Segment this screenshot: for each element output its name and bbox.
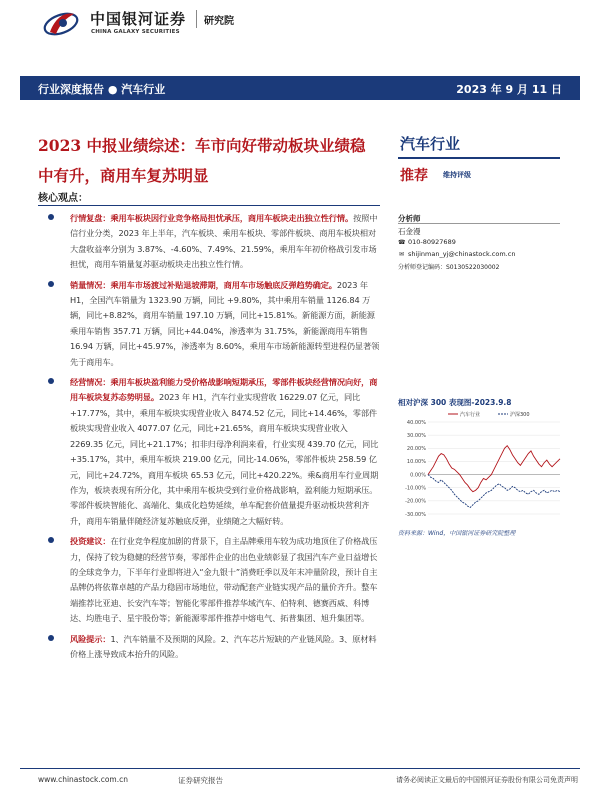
brand-unit: 研究院 [204, 16, 234, 27]
footer-label: 证券研究报告 [178, 776, 223, 785]
rating-note: 维持评级 [443, 171, 471, 179]
chart-y-tick-label: -10.00% [405, 485, 426, 492]
galaxy-logo-icon [40, 6, 82, 42]
industry-rule [398, 157, 560, 159]
brand-name-cn: 中国银河证券 [90, 10, 187, 28]
chart-series-line [428, 475, 560, 508]
report-title-line1: 2023 中报业绩综述：车市向好带动板块业绩稳 [38, 136, 366, 155]
chart-title: 相对沪深 300 表现图-2023.9.8 [398, 398, 512, 407]
phone-icon: ☎ [398, 239, 406, 246]
bullet-icon [48, 214, 54, 220]
bullet-investment [44, 531, 382, 628]
chart-legend-label: 汽车行业 [460, 412, 481, 418]
brand-name-en: CHINA GALAXY SECURITIES [91, 29, 180, 35]
bullet-icon [48, 635, 54, 641]
chart-y-tick-label: 30.00% [406, 432, 426, 439]
bullet-sales [44, 275, 382, 372]
chart-source: 资料来源：Wind，中国银河证券研究院整理 [398, 530, 516, 537]
chart-y-tick-label: 10.00% [406, 459, 426, 466]
analyst-heading: 分析师 [398, 214, 421, 223]
analyst-email-text[interactable]: shijinman_yj@chinastock.com.cn [408, 250, 516, 258]
report-header-bar [20, 76, 580, 100]
bullet-risk [44, 629, 382, 665]
analyst-rule [398, 223, 560, 224]
core-view-heading: 核心观点： [38, 193, 88, 204]
bullet-highlight: 销量情况：乘用车市场渡过补贴退坡滞期，商用车市场触底反弹趋势确定。 [70, 279, 337, 290]
bullet-highlight: 投资建议： [70, 536, 111, 547]
relative-performance-chart [398, 408, 563, 520]
chart-y-tick-label: 0.00% [410, 472, 426, 479]
bullet-icon [48, 378, 54, 384]
bullet-highlight: 经营情况：乘用车板块盈利能力受价格战影响短期承压，零部件板块经营情况向好，商用车板块复苏态势明显。 [70, 377, 378, 403]
rating: 推荐 [400, 168, 428, 184]
analyst-name: 石金漫 [398, 227, 421, 236]
bullet-text: 在行业竞争程度加剧的背景下，自主品牌乘用车较为成功地顶住了价格战压力，保持了较为稳健的经营节奏，零部件企业的出色业绩彰显了我国汽车产业日益增长的全球竞争力，下半年行业即将进入“金九银十”消费旺季以及年末冲量阶段，预计自主品牌仍将依靠卓越的产品力稳固市场地位，带动配套产业链实现产品的量价齐升。整车端推荐比亚迪、长安汽车等；智能化零部件推荐华域汽车、伯特利、德赛西威、科博达、均胜电子、星宇股份等；新能源零部件推荐中熔电气、拓普集团、旭升集团等。 [70, 536, 378, 624]
chart-y-tick-label: 40.00% [406, 419, 426, 426]
analyst-registration: 分析师登记编码：S0130522030002 [398, 264, 500, 271]
chart-y-tick-label: -30.00% [405, 511, 426, 518]
bullet-market-review [44, 208, 382, 275]
report-date: 2023 年 9 月 11 日 [456, 83, 562, 96]
analyst-phone [398, 238, 456, 246]
email-icon: ✉ [398, 251, 405, 258]
bullet-highlight: 行情复盘：乘用车板块因行业竞争格局担忧承压，商用车板块走出独立性行情。 [70, 213, 354, 223]
analyst-phone-text: 010-80927689 [408, 238, 456, 246]
bullet-text: 按照中信行业分类，2023 年上半年，汽车板块、乘用车板块、零部件板块、商用车板块相对大盘收益率分别为 3.87%、-4.60%、7.49%、21.59%，乘用车年初价格战引发市场担忧，商用车销量复苏驱动板块走出独立性行情。 [70, 213, 378, 270]
bullet-icon [48, 537, 54, 543]
report-title [38, 131, 378, 191]
bullet-text: 1、汽车销量不及预期的风险。2、汽车芯片短缺的产业链风险。3、原材料价格上涨导致成本抬升的风险。 [70, 633, 377, 659]
bullet-operations [44, 372, 382, 531]
bullet-highlight: 风险提示： [70, 633, 111, 644]
core-view-rule [38, 205, 380, 206]
chart-y-tick-label: 20.00% [406, 446, 426, 453]
key-points [44, 208, 382, 664]
analyst-email[interactable] [398, 250, 515, 258]
chart-legend-label: 沪深300 [510, 412, 530, 418]
footer-disclaimer: 请务必阅读正文最后的中国银河证券股份有限公司免责声明 [396, 776, 578, 784]
bullet-icon [48, 281, 54, 287]
footer-website[interactable]: www.chinastock.com.cn [38, 775, 128, 784]
chart-y-tick-label: -20.00% [405, 498, 426, 505]
bullet-text: 2023 年 H1，全国汽车销量为 1323.90 万辆，同比 +9.80%，其中乘用车销量 1126.84 万辆，同比+8.82%，商用车销量 197.10 万辆，同比+15.81%。新能源方面，新能源乘用车销售 357.71 万辆，同比+44.04%，渗透率为 31.75%，新能源商用车销售 16.94 万辆，同比+45.97%，渗透率为 8.60%，乘用车市场新能源转型进程仍显著领先于商用车。 [70, 279, 380, 367]
brand-divider [196, 10, 197, 28]
chart-series-line [428, 446, 560, 492]
footer-rule [20, 768, 580, 769]
bullet-text: 2023 年 H1，汽车行业实现营收 16229.07 亿元，同比+17.77%，其中，乘用车板块实现营业收入 8474.52 亿元，同比+14.46%，零部件板块实现营业收入 4077.07 亿元，同比+21.65%，商用车板块实现营业收入 2269.35 亿元，同比+21.17%；扣非归母净利润来看，行业实现 439.70 亿元，同比+35.17%，其中，乘用车板块 219.00 亿元，同比-14.06%，零部件板块 258.59 亿元，同比+24.72%，商用车板块 65.53 亿元，同比+420.22%。乘&商用车行业周期作为，板块表现有所分化，其中乘用车板块受到行业价格战影响，盈利能力短期承压。零部件板块智能化、高端化、集成化趋势延续，单车配套价值量提升驱动板块营利齐升，商用车销量伴随经济复苏触底反弹，业绩随之大幅好转。 [70, 392, 379, 526]
report-title-line2: 中有升，商用车复苏明显 [38, 166, 209, 185]
industry-name: 汽车行业 [400, 135, 461, 153]
report-type: 行业深度报告 ● 汽车行业 [38, 83, 166, 96]
